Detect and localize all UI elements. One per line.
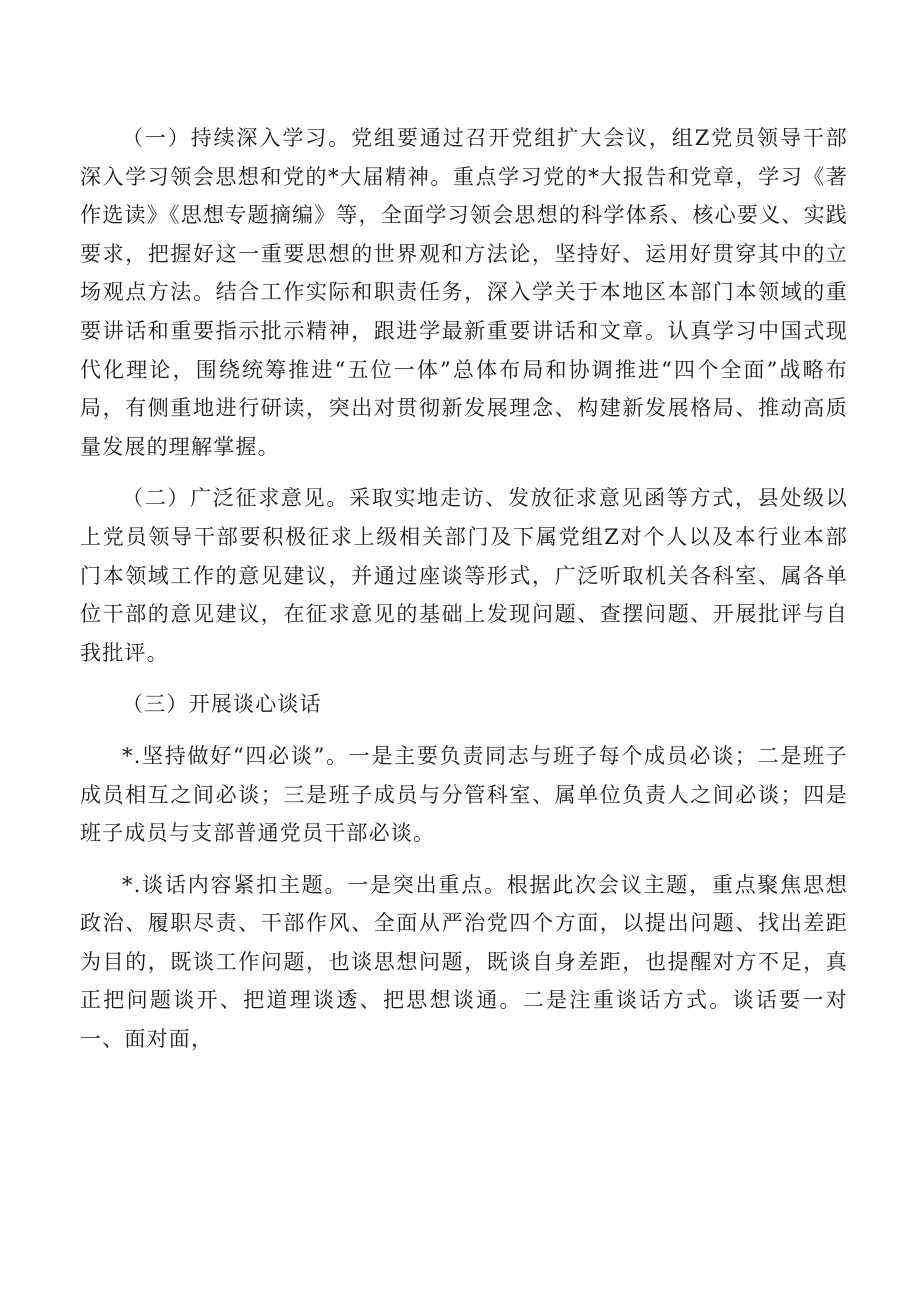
paragraph-opinions: （二）广泛征求意见。采取实地走访、发放征求意见函等方式，县处级以上党员领导干部要积极征求上级相关部门及下属党组Z对个人以及本行业本部门本领域工作的意见建议，并通过座谈等形式，广泛听取机关各科室、属各单位干部的意见建议，在征求意见的基础上发现问题、查摆问题、开展批评与自我批评。 xyxy=(80,486,848,665)
paragraph-talk-content: *.谈话内容紧扣主题。一是突出重点。根据此次会议主题，重点聚焦思想政治、履职尽责、干部作风、全面从严治党四个方面，以提出问题、找出差距为目的，既谈工作问题，也谈思想问题，既谈自身差距，也提醒对方不足，真正把问题谈开、把道理谈透、把思想谈通。二是注重谈话方式。谈话要一对一、面对面， xyxy=(80,872,848,1052)
paragraph-study: （一）持续深入学习。党组要通过召开党组扩大会议，组Z党员领导干部深入学习领会思想和党的*大届精神。重点学习党的*大报告和党章，学习《著作选读》《思想专题摘编》等，全面学习领会思想的科学体系、核心要义、实践要求，把握好这一重要思想的世界观和方法论，坚持好、运用好贯穿其中的立场观点方法。结合工作实际和职责任务，深入学关于本地区本部门本领域的重要讲话和重要指示批示精神，跟进学最新重要讲话和文章。认真学习中国式现代化理论，围绕统筹推进“五位一体”总体布局和协调推进“四个全面”战略布局，有侧重地进行研读，突出对贯彻新发展理念、构建新发展格局、推动高质量发展的理解掌握。 xyxy=(80,126,848,459)
paragraph-four-talks: *.坚持做好“四必谈”。一是主要负责同志与班子每个成员必谈；二是班子成员相互之间必谈；三是班子成员与分管科室、属单位负责人之间必谈；四是班子成员与支部普通党员干部必谈。 xyxy=(80,743,848,846)
document-body xyxy=(80,119,848,1059)
paragraph-heading-talks: （三）开展谈心谈话 xyxy=(122,692,322,717)
